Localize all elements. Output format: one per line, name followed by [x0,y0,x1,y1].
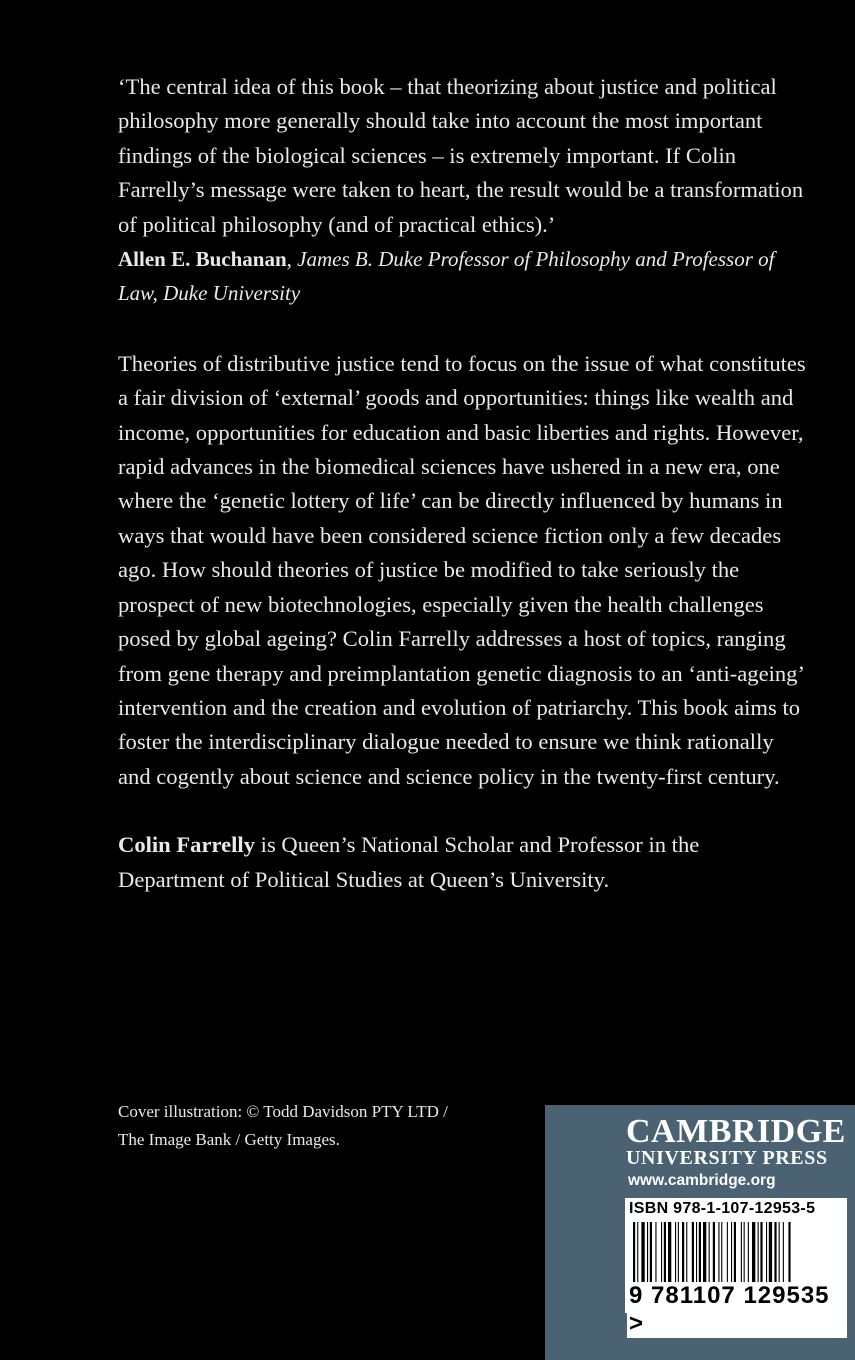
barcode-bar [752,1222,755,1288]
barcode-bar [779,1222,780,1288]
barcode-bar [758,1222,759,1288]
barcode-bar [633,1222,635,1288]
endorsement-quote: ‘The central idea of this book – that theorizing about justice and political philosophy more generally should take into account the most important findings of the biological sciences – is extremely important. If Colin Farrelly’s message were taken to heart, the result would be a transformation of political philosophy (and of practical ethics).’ [118,74,804,237]
barcode-bars [631,1222,841,1288]
author-bio [118,828,808,897]
barcode-bar [718,1222,719,1288]
endorsement-author-title: James B. Duke Professor of Philosophy and Professor of Law, Duke University [118,247,775,306]
barcode-bar [699,1222,701,1288]
barcode-bar [766,1222,767,1288]
barcode-bar [788,1222,790,1288]
endorsement-author: Allen E. Buchanan [118,247,287,272]
attribution-separator: , [286,247,292,272]
barcode-bar [731,1222,732,1288]
barcode-bar [686,1222,687,1288]
barcode-bar [774,1222,776,1288]
barcode-bar [647,1222,648,1288]
barcode-bar [682,1222,684,1288]
barcode-bar [675,1222,676,1288]
publisher-url: www.cambridge.org [628,1172,776,1189]
isbn-barcode [625,1198,847,1337]
barcode-bar [727,1222,728,1288]
barcode-bar [637,1222,638,1288]
barcode-bar [713,1222,715,1288]
barcode-bar [661,1222,662,1288]
cover-credit-line1: Cover illustration: © Todd Davidson PTY LTD / [118,1102,448,1121]
barcode-bar [744,1222,745,1288]
barcode-bar [748,1222,749,1288]
author-bio-text: is Queen’s National Scholar and Professor in the Department of Political Studies at Queen’s University. [118,832,700,892]
barcode-bar [709,1222,710,1288]
barcode-bar [664,1222,666,1288]
barcode-bar [783,1222,784,1288]
barcode-bar [769,1222,772,1288]
barcode-bar [650,1222,652,1288]
barcode-bar [692,1222,694,1288]
barcode-digits: 9 781107 129535 > [627,1282,847,1338]
publisher-name: CAMBRIDGE [626,1113,846,1150]
barcode-bar [696,1222,697,1288]
publisher-panel [545,1105,855,1360]
author-name: Colin Farrelly [118,832,256,858]
publisher-subname: UNIVERSITY PRESS [626,1147,828,1169]
barcode-bar [668,1222,671,1288]
barcode-bar [721,1222,722,1288]
endorsement-attribution [118,242,808,311]
barcode-bar [760,1222,762,1288]
barcode-bar [734,1222,736,1288]
cover-credit-line2: The Image Bank / Getty Images. [118,1130,340,1149]
book-description: Theories of distributive justice tend to focus on the issue of what constitutes a fair division of ‘external’ goods and opportunities: things like wealth and income, opportunities for education and basic liberties and rights. However, rapid advances in the biomedical sciences have ushered in a new era, one where the ‘genetic lottery of life’ can be directly influenced by humans in ways that would have been considered science fiction only a few decades ago. How should theories of justice be modified to take seriously the prospect of new biotechnologies, especially given the health challenges posed by global ageing? Colin Farrelly addresses a host of topics, ranging from gene therapy and preimplantation genetic diagnosis to an ‘anti-ageing’ intervention and the creation and evolution of patriarchy. This book aims to foster the interdisciplinary dialogue needed to ensure we think rationally and cogently about science and science policy in the twenty-first century. [118,350,806,789]
barcode-bar [678,1222,679,1288]
barcode-bar [641,1222,644,1288]
barcode-bar [703,1222,706,1288]
cover-credit [118,1098,538,1154]
barcode-bar [741,1222,742,1288]
back-cover-text [118,70,808,897]
barcode-bar [655,1222,656,1288]
isbn-number: ISBN 978-1-107-12953-5 [629,1200,816,1217]
